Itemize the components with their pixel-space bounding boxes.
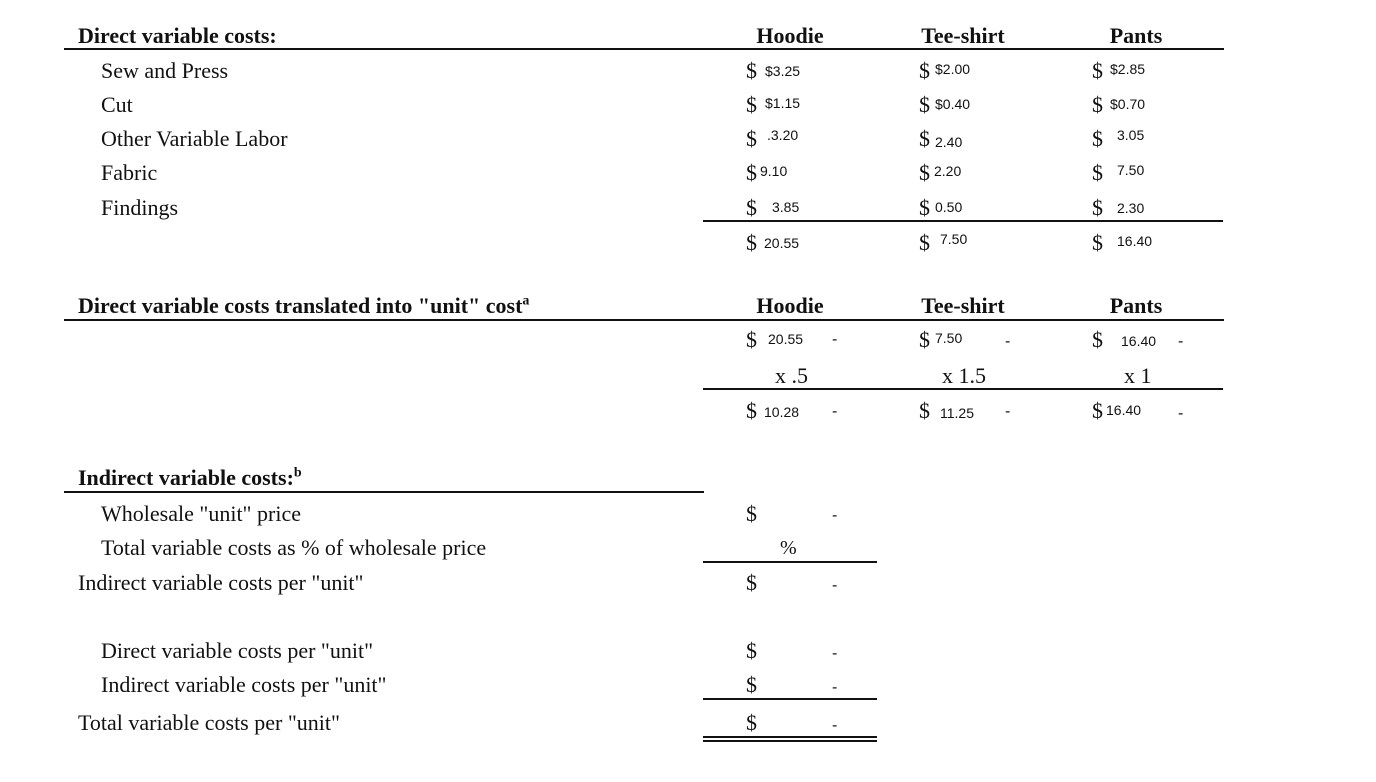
dollar-sign: $	[1092, 230, 1103, 255]
indirect-costs-title-text: Indirect variable costs:	[78, 465, 294, 490]
dollar-sign: $	[1092, 92, 1103, 117]
dollar-sign: $	[919, 327, 930, 352]
double-rule-top	[703, 736, 877, 738]
subtotal-rule	[703, 220, 1223, 222]
value-pants-findings: 2.30	[1117, 200, 1145, 216]
dollar-sign: $	[919, 160, 930, 185]
dollar-sign: $	[1092, 160, 1103, 185]
dollar-sign: $	[746, 327, 757, 352]
dash: -	[832, 577, 838, 594]
double-rule-bottom	[703, 740, 877, 742]
value-pants-other-labor: 3.05	[1117, 127, 1145, 143]
dash: -	[832, 507, 838, 524]
dollar-sign: $	[1092, 327, 1103, 352]
dollar-sign: $	[746, 230, 757, 255]
result-tee: 11.25	[940, 405, 974, 421]
dollar-sign: $	[1092, 58, 1103, 83]
dash: -	[1005, 333, 1011, 350]
col-header-tee-shirt: Tee-shirt	[921, 293, 1005, 318]
dollar-sign: $	[746, 638, 757, 663]
dollar-sign: $	[919, 92, 930, 117]
dollar-sign: $	[919, 58, 930, 83]
row-label-findings: Findings	[101, 195, 179, 220]
multiplier-hoodie: x .5	[775, 363, 808, 388]
dollar-sign: $	[746, 672, 757, 697]
value-tee-findings: 0.50	[935, 199, 963, 215]
dash: -	[1178, 333, 1184, 350]
dollar-sign: $	[1092, 398, 1103, 423]
header-rule	[64, 48, 1224, 50]
direct-per-unit-label: Direct variable costs per "unit"	[101, 638, 374, 663]
indirect-per-unit-label-2: Indirect variable costs per "unit"	[101, 672, 387, 697]
unit-cost-title	[78, 293, 529, 319]
value-hoodie-other-labor: .3.20	[767, 127, 799, 143]
col-header-pants: Pants	[1109, 293, 1163, 318]
dash: -	[832, 679, 838, 696]
dash: -	[832, 403, 838, 420]
dash: -	[832, 717, 838, 734]
dollar-sign: $	[919, 398, 930, 423]
multiplier-rule	[703, 388, 1223, 390]
value-tee-cut: $0.40	[935, 96, 971, 112]
multiplier-pants: x 1	[1124, 363, 1152, 388]
header-rule	[64, 319, 1224, 321]
result-pants: 16.40	[1106, 402, 1142, 418]
value-hoodie-fabric: 9.10	[760, 163, 788, 179]
value-hoodie-cut: $1.15	[765, 95, 801, 111]
dollar-sign: $	[919, 126, 930, 151]
multiplier-tee: x 1.5	[942, 363, 986, 388]
row-label-fabric: Fabric	[101, 160, 158, 185]
row-label-sew-press: Sew and Press	[101, 58, 229, 83]
col-header-tee-shirt: Tee-shirt	[921, 23, 1005, 48]
row-label-cut: Cut	[101, 92, 133, 117]
unit-cost-title-text: Direct variable costs translated into "unit" cost	[78, 293, 523, 318]
value-pants-sew: $2.85	[1110, 61, 1146, 77]
total-hoodie: 20.55	[764, 235, 800, 251]
pct-wholesale-label: Total variable costs as % of wholesale price	[101, 535, 487, 560]
dollar-sign: $	[746, 92, 757, 117]
col-header-pants: Pants	[1109, 23, 1163, 48]
dollar-sign: $	[746, 126, 757, 151]
dollar-sign: $	[1092, 126, 1103, 151]
dash: -	[1178, 405, 1184, 422]
value-tee-other-labor: 2.40	[935, 134, 963, 150]
total-tee: 7.50	[940, 231, 968, 247]
header-rule	[64, 491, 704, 493]
value-pants-cut: $0.70	[1110, 96, 1146, 112]
indirect-per-unit-label: Indirect variable costs per "unit"	[78, 570, 364, 595]
dash: -	[1005, 403, 1011, 420]
sum-rule	[703, 698, 877, 700]
col-header-hoodie: Hoodie	[756, 23, 824, 48]
dollar-sign: $	[746, 570, 757, 595]
dash: -	[832, 645, 838, 662]
wholesale-price-label: Wholesale "unit" price	[101, 501, 301, 526]
dollar-sign: $	[746, 710, 757, 735]
col-header-hoodie: Hoodie	[756, 293, 824, 318]
value-pants-fabric: 7.50	[1117, 162, 1145, 178]
dollar-sign: $	[746, 398, 757, 423]
result-hoodie: 10.28	[764, 404, 800, 420]
value-hoodie-findings: 3.85	[772, 199, 800, 215]
value-tee-fabric: 2.20	[934, 163, 962, 179]
total-pants: 16.40	[1117, 233, 1153, 249]
footnote-marker-a: a	[522, 293, 530, 309]
value-tee-sew: $2.00	[935, 61, 971, 77]
base-hoodie: 20.55	[768, 331, 804, 347]
dollar-sign: $	[746, 195, 757, 220]
row-label-other-labor: Other Variable Labor	[101, 126, 288, 151]
footnote-marker-b: b	[293, 465, 302, 481]
indirect-costs-title	[78, 465, 302, 491]
dollar-sign: $	[746, 160, 757, 185]
percent-symbol: %	[780, 537, 797, 559]
dash: -	[832, 331, 838, 348]
value-hoodie-sew: $3.25	[765, 63, 801, 79]
pct-rule	[703, 561, 877, 563]
dollar-sign: $	[746, 58, 757, 83]
base-pants: 16.40	[1121, 333, 1157, 349]
total-per-unit-label: Total variable costs per "unit"	[78, 710, 341, 735]
dollar-sign: $	[746, 501, 757, 526]
dollar-sign: $	[1092, 195, 1103, 220]
direct-costs-title: Direct variable costs:	[78, 23, 277, 48]
base-tee: 7.50	[935, 330, 963, 346]
dollar-sign: $	[919, 230, 930, 255]
dollar-sign: $	[919, 195, 930, 220]
